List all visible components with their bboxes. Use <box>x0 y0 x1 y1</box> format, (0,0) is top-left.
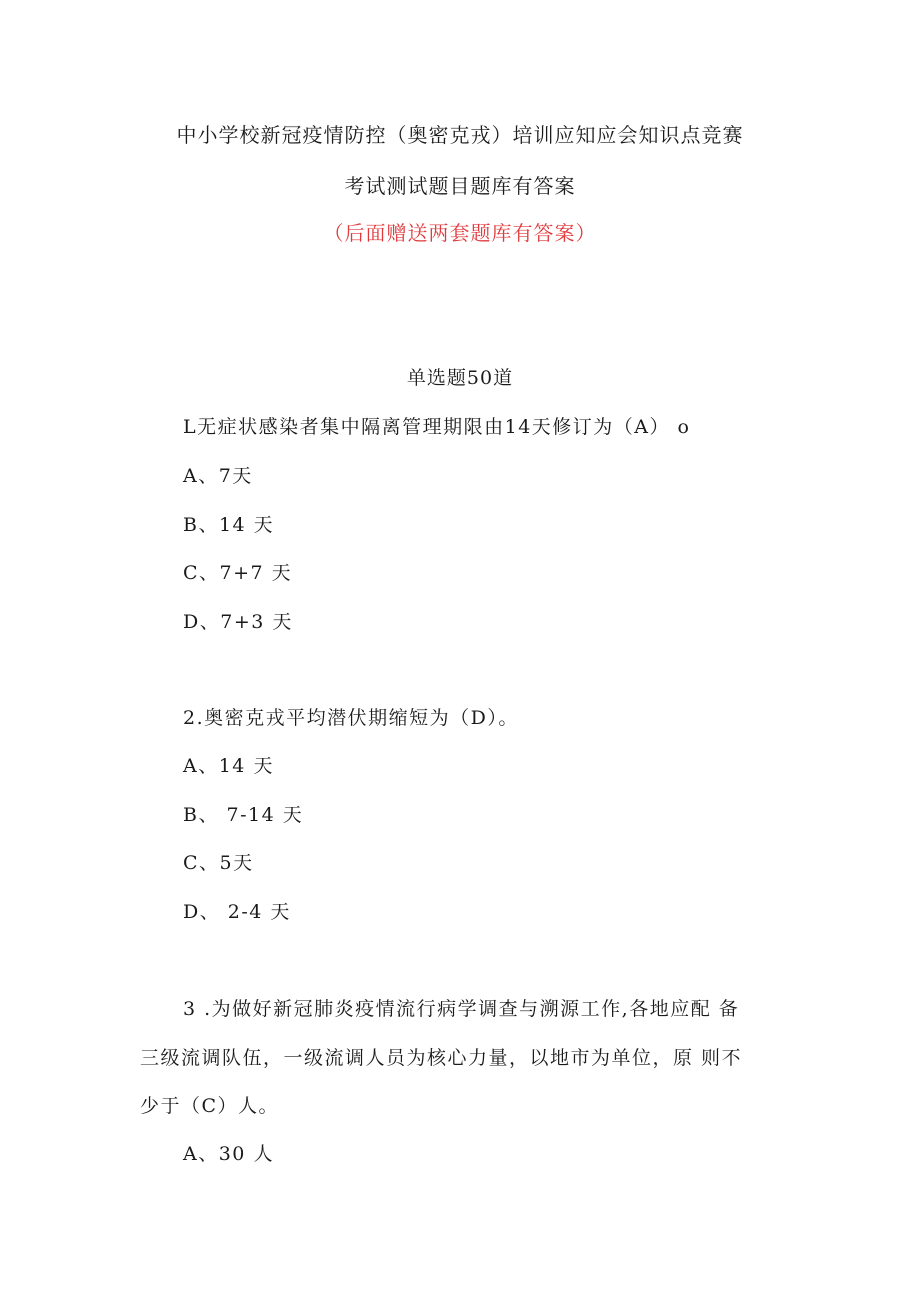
question-option: A、30 人 <box>183 1143 274 1165</box>
question-option: A、7天 <box>183 465 253 487</box>
question-option: D、 2-4 天 <box>183 901 291 923</box>
question-option: B、 7-14 天 <box>183 804 304 826</box>
question-stem-line: 少于（C）人。 <box>140 1095 280 1117</box>
question-stem-line: 3 .为做好新冠肺炎疫情流行病学调查与溯源工作,各地应配 备 <box>183 998 740 1020</box>
question-stem-line: 三级流调队伍，一级流调人员为核心力量，以地市为单位，原 则不 <box>140 1047 743 1069</box>
section-heading: 单选题50道 <box>406 367 514 389</box>
document-subtitle: 考试测试题目题库有答案 <box>344 174 576 198</box>
document-title: 中小学校新冠疫情防控（奥密克戎）培训应知应会知识点竞赛 <box>176 123 744 147</box>
question-stem: L无症状感染者集中隔离管理期限由14天修订为（A） o <box>183 416 691 438</box>
question-stem: 2.奥密克戎平均潜伏期缩短为（D）。 <box>183 707 519 729</box>
question-option: B、14 天 <box>183 514 275 536</box>
question-option: D、7+3 天 <box>183 611 293 633</box>
question-option: C、5天 <box>183 852 254 874</box>
question-option: A、14 天 <box>183 755 274 777</box>
document-bonus-note: （后面赠送两套题库有答案） <box>323 221 597 245</box>
question-option: C、7+7 天 <box>183 562 293 584</box>
